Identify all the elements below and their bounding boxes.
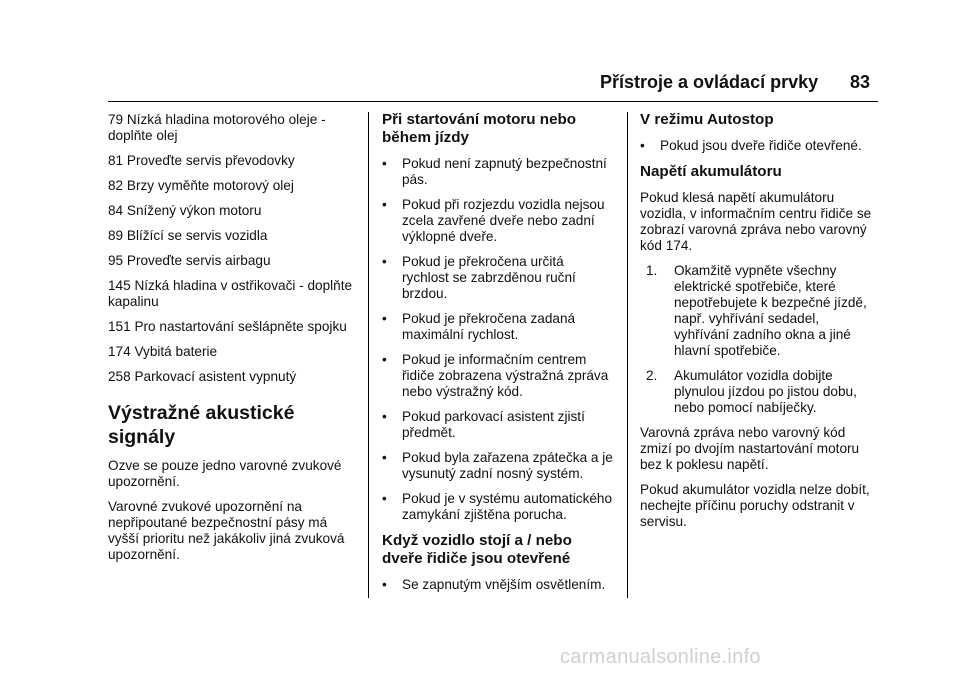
- list-item-text: Pokud je v systému automatického zamykání zjištěna porucha.: [402, 491, 613, 522]
- warning-code-item: 81 Proveďte servis převodovky: [108, 153, 295, 168]
- watermark: carmanualsonline.info: [560, 646, 761, 668]
- column-divider: [627, 112, 628, 598]
- bullet-icon: •: [382, 491, 387, 506]
- list-item-text: Pokud byla zařazena zpátečka a je vysunutý zadní nosný systém.: [402, 450, 613, 481]
- bullet-icon: •: [640, 138, 645, 153]
- paragraph: Varovné zvukové upozornění na nepřipoutané bezpečnostní pásy má vyšší prioritu než jakákoliv jiná zvuková upozornění.: [108, 499, 345, 562]
- list-item-text: Pokud je informačním centrem řidiče zobrazena výstražná zpráva nebo výstražný kód.: [402, 352, 609, 399]
- list-item-text: Se zapnutým vnějším osvětlením.: [402, 577, 606, 592]
- bullet-list: [640, 138, 876, 154]
- list-item: [382, 254, 614, 302]
- column-divider: [368, 112, 369, 598]
- bullet-icon: •: [382, 156, 387, 171]
- section-heading-vehicle-stationary: Když vozidlo stojí a / nebo dveře řidiče jsou otevřené: [382, 532, 572, 567]
- bullet-icon: •: [382, 254, 387, 269]
- list-item-text: Pokud není zapnutý bezpečnostní pás.: [402, 156, 607, 187]
- warning-code-item: 174 Vybitá baterie: [108, 344, 218, 359]
- column-3: [640, 112, 876, 539]
- step-number: 2.: [646, 368, 658, 383]
- page-title: Přístroje a ovládací prvky: [600, 72, 819, 92]
- paragraph: Varovná zpráva nebo varovný kód zmizí po dvojím nastartování motoru bez k poklesu napětí.: [640, 425, 860, 472]
- bullet-icon: •: [382, 450, 387, 465]
- paragraph: Pokud akumulátor vozidla nelze dobít, nechejte příčinu poruchy odstranit v servisu.: [640, 482, 870, 529]
- list-item: [382, 352, 614, 400]
- list-item: [382, 409, 614, 441]
- warning-code-item: 95 Proveďte servis airbagu: [108, 253, 271, 268]
- list-item: [640, 138, 876, 154]
- header-divider: [108, 101, 878, 102]
- list-item: [382, 156, 614, 188]
- list-item: [640, 368, 876, 416]
- list-item-text: Pokud je překročena určitá rychlost se zabrzděnou ruční brzdou.: [402, 254, 576, 301]
- bullet-icon: •: [382, 577, 387, 592]
- section-heading-acoustic-signals: Výstražné akustické signály: [108, 402, 295, 448]
- warning-code-item: 258 Parkovací asistent vypnutý: [108, 369, 297, 384]
- list-item-text: Akumulátor vozidla dobijte plynulou jízdou po jistou dobu, nebo pomocí nabíječky.: [674, 368, 857, 415]
- warning-code-item: 79 Nízká hladina motorového oleje - doplňte olej: [108, 112, 326, 143]
- page-number: 83: [850, 72, 871, 92]
- list-item: [382, 491, 614, 523]
- list-item-text: Okamžitě vypněte všechny elektrické spotřebiče, které nepotřebujete k bezpečné jízdě, např. vyhřívání sedadel, vyhřívání zadního okna a jiné hlavní spotřebiče.: [674, 263, 867, 358]
- list-item: [382, 450, 614, 482]
- numbered-list: [640, 263, 876, 416]
- warning-code-item: 151 Pro nastartování sešlápněte spojku: [108, 319, 347, 334]
- bullet-list: [382, 577, 614, 593]
- paragraph: Pokud klesá napětí akumulátoru vozidla, v informačním centru řidiče se zobrazí varovná zpráva nebo varovný kód 174.: [640, 190, 872, 253]
- column-1: [108, 112, 356, 572]
- bullet-list: [382, 156, 614, 523]
- warning-code-item: 145 Nízká hladina v ostřikovači - doplňte kapalinu: [108, 278, 353, 309]
- warning-code-item: 84 Snížený výkon motoru: [108, 203, 262, 218]
- bullet-icon: •: [382, 409, 387, 424]
- warning-code-item: 82 Brzy vyměňte motorový olej: [108, 178, 294, 193]
- list-item: [640, 263, 876, 359]
- list-item: [382, 311, 614, 343]
- bullet-icon: •: [382, 197, 387, 212]
- list-item-text: Pokud jsou dveře řidiče otevřené.: [660, 138, 862, 153]
- bullet-icon: •: [382, 311, 387, 326]
- step-number: 1.: [646, 263, 658, 278]
- warning-code-item: 89 Blížící se servis vozidla: [108, 228, 268, 243]
- list-item: [382, 577, 614, 593]
- paragraph: Ozve se pouze jedno varovné zvukové upozornění.: [108, 458, 342, 489]
- list-item-text: Pokud je překročena zadaná maximální rychlost.: [402, 311, 576, 342]
- section-heading-autostop: V režimu Autostop: [640, 111, 774, 128]
- list-item-text: Pokud při rozjezdu vozidla nejsou zcela zavřené dveře nebo zadní výklopné dveře.: [402, 197, 605, 244]
- list-item: [382, 197, 614, 245]
- column-2: [382, 112, 614, 602]
- list-item-text: Pokud parkovací asistent zjistí předmět.: [402, 409, 585, 440]
- bullet-icon: •: [382, 352, 387, 367]
- section-heading-while-driving: Při startování motoru nebo během jízdy: [382, 111, 577, 146]
- section-heading-battery-voltage: Napětí akumulátoru: [640, 163, 782, 180]
